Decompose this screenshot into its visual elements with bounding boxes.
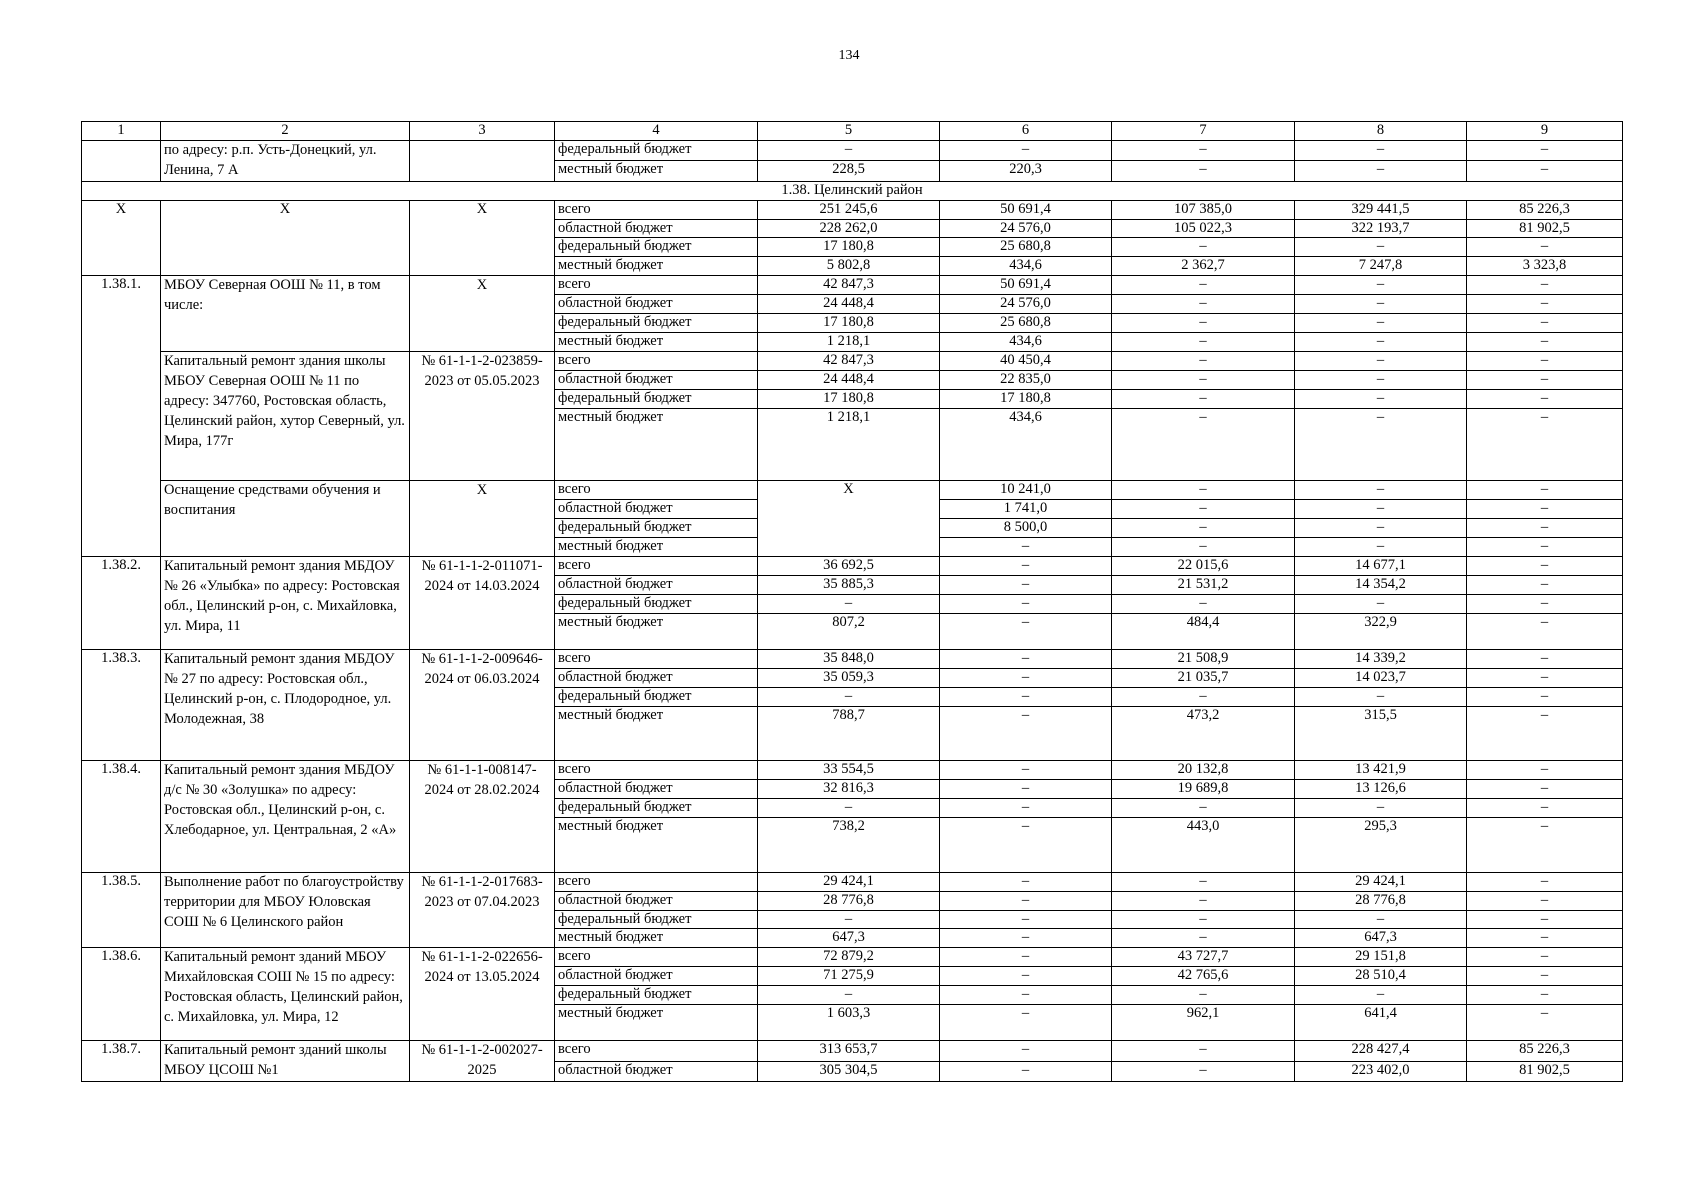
item-name-cell: Оснащение средствами обучения и воспитания bbox=[161, 481, 410, 557]
fund-cell: федеральный бюджет bbox=[555, 314, 758, 333]
value-cell: – bbox=[1467, 295, 1623, 314]
value-cell: – bbox=[1467, 986, 1623, 1005]
value-cell: 29 151,8 bbox=[1295, 948, 1467, 967]
value-cell: – bbox=[1112, 408, 1295, 481]
header-cell: 4 bbox=[555, 122, 758, 141]
value-cell: 24 576,0 bbox=[940, 219, 1112, 238]
value-cell: 85 226,3 bbox=[1467, 1041, 1623, 1061]
fund-cell: областной бюджет bbox=[555, 370, 758, 389]
value-cell: 14 339,2 bbox=[1295, 650, 1467, 669]
value-cell: – bbox=[1467, 351, 1623, 370]
value-cell: 13 421,9 bbox=[1295, 761, 1467, 780]
value-cell: – bbox=[940, 761, 1112, 780]
header-cell: 8 bbox=[1295, 122, 1467, 141]
header-row bbox=[82, 122, 1623, 141]
doc-cell: № 61-1-1-2-023859-2023 от 05.05.2023 bbox=[410, 351, 555, 481]
value-cell: – bbox=[1295, 276, 1467, 295]
value-cell: – bbox=[1295, 351, 1467, 370]
value-cell: – bbox=[940, 1061, 1112, 1081]
header-cell: 1 bbox=[82, 122, 161, 141]
value-cell: 329 441,5 bbox=[1295, 200, 1467, 219]
fund-cell: местный бюджет bbox=[555, 818, 758, 873]
value-cell: 85 226,3 bbox=[1467, 200, 1623, 219]
value-cell: – bbox=[1467, 557, 1623, 576]
doc-cell: № 61-1-1-2-011071-2024 от 14.03.2024 bbox=[410, 557, 555, 650]
header-cell: 9 bbox=[1467, 122, 1623, 141]
header-cell: 5 bbox=[758, 122, 940, 141]
value-cell: – bbox=[1295, 799, 1467, 818]
value-cell: – bbox=[1112, 314, 1295, 333]
fund-cell: всего bbox=[555, 351, 758, 370]
value-cell: – bbox=[1467, 238, 1623, 257]
value-cell: 13 126,6 bbox=[1295, 780, 1467, 799]
value-cell: 251 245,6 bbox=[758, 200, 940, 219]
value-cell: – bbox=[1112, 481, 1295, 500]
fund-cell: федеральный бюджет bbox=[555, 986, 758, 1005]
value-cell: 1 741,0 bbox=[940, 500, 1112, 519]
fund-cell: всего bbox=[555, 872, 758, 891]
value-cell: 807,2 bbox=[758, 613, 940, 649]
value-cell: 33 554,5 bbox=[758, 761, 940, 780]
doc-cell: № 61-1-1-2-022656-2024 от 13.05.2024 bbox=[410, 948, 555, 1041]
fund-cell: всего bbox=[555, 1041, 758, 1061]
item-number-cell: 1.38.5. bbox=[82, 872, 161, 948]
value-cell: – bbox=[1295, 538, 1467, 557]
item-number-cell: 1.38.3. bbox=[82, 650, 161, 761]
value-cell: – bbox=[1112, 351, 1295, 370]
fund-cell: федеральный бюджет bbox=[555, 910, 758, 929]
value-cell: – bbox=[758, 799, 940, 818]
fund-cell: федеральный бюджет bbox=[555, 519, 758, 538]
table-row bbox=[82, 276, 1623, 295]
value-cell: 29 424,1 bbox=[1295, 872, 1467, 891]
value-cell: 295,3 bbox=[1295, 818, 1467, 873]
value-cell: 72 879,2 bbox=[758, 948, 940, 967]
fund-cell: федеральный бюджет bbox=[555, 389, 758, 408]
value-cell: – bbox=[1295, 295, 1467, 314]
value-cell: – bbox=[1467, 314, 1623, 333]
value-cell: 14 354,2 bbox=[1295, 575, 1467, 594]
value-cell: – bbox=[1112, 332, 1295, 351]
doc-cell: Х bbox=[410, 276, 555, 352]
value-cell: 22 835,0 bbox=[940, 370, 1112, 389]
value-cell: 24 576,0 bbox=[940, 295, 1112, 314]
value-cell: 28 776,8 bbox=[758, 891, 940, 910]
value-cell: – bbox=[1112, 872, 1295, 891]
item-number-cell: 1.38.2. bbox=[82, 557, 161, 650]
value-cell: 962,1 bbox=[1112, 1005, 1295, 1041]
fund-cell: областной бюджет bbox=[555, 575, 758, 594]
value-cell: 443,0 bbox=[1112, 818, 1295, 873]
fund-cell: областной бюджет bbox=[555, 891, 758, 910]
table-row bbox=[82, 872, 1623, 891]
value-cell: 223 402,0 bbox=[1295, 1061, 1467, 1081]
value-cell: – bbox=[1112, 538, 1295, 557]
value-cell: 2 362,7 bbox=[1112, 257, 1295, 276]
value-cell: – bbox=[1467, 761, 1623, 780]
value-cell: 322,9 bbox=[1295, 613, 1467, 649]
fund-cell: местный бюджет bbox=[555, 706, 758, 761]
item-name-cell: Капитальный ремонт здания МБДОУ д/с № 30 «Золушка» по адресу: Ростовская обл., Целинский р-он, с. Хлебодарное, ул. Центральная, 2 «А» bbox=[161, 761, 410, 872]
value-cell: – bbox=[1467, 613, 1623, 649]
value-cell: – bbox=[1467, 276, 1623, 295]
value-cell: 21 508,9 bbox=[1112, 650, 1295, 669]
value-cell: – bbox=[758, 986, 940, 1005]
value-cell: – bbox=[758, 594, 940, 613]
value-cell: – bbox=[940, 140, 1112, 160]
value-cell: – bbox=[1295, 389, 1467, 408]
value-cell: – bbox=[1295, 986, 1467, 1005]
value-cell: 8 500,0 bbox=[940, 519, 1112, 538]
value-cell: – bbox=[1467, 967, 1623, 986]
table-row bbox=[82, 481, 1623, 500]
fund-cell: федеральный бюджет bbox=[555, 238, 758, 257]
value-cell: – bbox=[1295, 594, 1467, 613]
value-cell: 29 424,1 bbox=[758, 872, 940, 891]
value-cell: – bbox=[1467, 818, 1623, 873]
value-cell: – bbox=[1112, 389, 1295, 408]
value-cell: 305 304,5 bbox=[758, 1061, 940, 1081]
value-cell: – bbox=[940, 780, 1112, 799]
value-cell: – bbox=[1112, 161, 1295, 181]
value-cell: – bbox=[1112, 1061, 1295, 1081]
value-cell: – bbox=[1467, 161, 1623, 181]
table-row bbox=[82, 140, 1623, 160]
value-cell: – bbox=[1467, 872, 1623, 891]
value-cell: 14 023,7 bbox=[1295, 669, 1467, 688]
value-cell: – bbox=[940, 818, 1112, 873]
value-cell: 21 531,2 bbox=[1112, 575, 1295, 594]
fund-cell: федеральный бюджет bbox=[555, 687, 758, 706]
fund-cell: областной бюджет bbox=[555, 1061, 758, 1081]
item-name-cell: по адресу: р.п. Усть-Донецкий, ул. Ленина, 7 А bbox=[161, 140, 410, 181]
value-cell: – bbox=[1467, 650, 1623, 669]
doc-cell: № 61-1-1-2-017683-2023 от 07.04.2023 bbox=[410, 872, 555, 948]
value-cell: – bbox=[1467, 780, 1623, 799]
value-cell: – bbox=[940, 799, 1112, 818]
value-cell: 35 885,3 bbox=[758, 575, 940, 594]
doc-cell: № 61-1-1-008147-2024 от 28.02.2024 bbox=[410, 761, 555, 872]
district-title-row bbox=[82, 181, 1623, 200]
value-cell: 42 847,3 bbox=[758, 351, 940, 370]
value-cell: – bbox=[1467, 389, 1623, 408]
value-cell: – bbox=[1467, 519, 1623, 538]
fund-cell: федеральный бюджет bbox=[555, 594, 758, 613]
item-name-cell: МБОУ Северная ООШ № 11, в том числе: bbox=[161, 276, 410, 352]
fund-cell: федеральный бюджет bbox=[555, 140, 758, 160]
fund-cell: всего bbox=[555, 948, 758, 967]
fund-cell: местный бюджет bbox=[555, 538, 758, 557]
fund-cell: всего bbox=[555, 761, 758, 780]
value-cell: 71 275,9 bbox=[758, 967, 940, 986]
value-cell: 24 448,4 bbox=[758, 370, 940, 389]
value-cell: 22 015,6 bbox=[1112, 557, 1295, 576]
value-cell: – bbox=[940, 986, 1112, 1005]
doc-cell: Х bbox=[410, 200, 555, 276]
value-cell: – bbox=[940, 650, 1112, 669]
value-cell: – bbox=[940, 538, 1112, 557]
value-cell: 434,6 bbox=[940, 408, 1112, 481]
fund-cell: всего bbox=[555, 200, 758, 219]
value-cell: 434,6 bbox=[940, 257, 1112, 276]
value-cell: 17 180,8 bbox=[758, 389, 940, 408]
value-cell: – bbox=[940, 687, 1112, 706]
value-cell: 81 902,5 bbox=[1467, 1061, 1623, 1081]
budget-table bbox=[81, 121, 1623, 1082]
value-cell: – bbox=[1295, 687, 1467, 706]
value-cell: – bbox=[1112, 1041, 1295, 1061]
fund-cell: областной бюджет bbox=[555, 669, 758, 688]
value-cell: 24 448,4 bbox=[758, 295, 940, 314]
value-cell: 738,2 bbox=[758, 818, 940, 873]
value-cell: – bbox=[1112, 910, 1295, 929]
fund-cell: местный бюджет bbox=[555, 161, 758, 181]
value-cell: – bbox=[1467, 332, 1623, 351]
value-cell: 17 180,8 bbox=[758, 238, 940, 257]
doc-cell: № 61-1-1-2-002027-2025 bbox=[410, 1041, 555, 1082]
value-cell: 14 677,1 bbox=[1295, 557, 1467, 576]
value-cell: 1 218,1 bbox=[758, 332, 940, 351]
item-name-cell: Капитальный ремонт здания школы МБОУ Северная ООШ № 11 по адресу: 347760, Ростовская область, Целинский район, хутор Северный, ул. Мира, 177г bbox=[161, 351, 410, 481]
value-cell: – bbox=[1467, 481, 1623, 500]
value-cell: – bbox=[940, 929, 1112, 948]
value-cell: – bbox=[1112, 519, 1295, 538]
item-name-cell: Выполнение работ по благоустройству территории для МБОУ Юловская СОШ № 6 Целинского район bbox=[161, 872, 410, 948]
doc-cell bbox=[410, 140, 555, 181]
value-cell: Х bbox=[758, 481, 940, 557]
value-cell: – bbox=[940, 557, 1112, 576]
value-cell: – bbox=[940, 948, 1112, 967]
table-row bbox=[82, 351, 1623, 370]
value-cell: – bbox=[940, 891, 1112, 910]
value-cell: – bbox=[1295, 910, 1467, 929]
fund-cell: всего bbox=[555, 650, 758, 669]
table-row bbox=[82, 200, 1623, 219]
item-name-cell: Капитальный ремонт зданий МБОУ Михайловская СОШ № 15 по адресу: Ростовская область, Целинский район, с. Михайловка, ул. Мира, 12 bbox=[161, 948, 410, 1041]
fund-cell: местный бюджет bbox=[555, 1005, 758, 1041]
page-number: 134 bbox=[838, 48, 860, 63]
value-cell: 647,3 bbox=[758, 929, 940, 948]
value-cell: – bbox=[1295, 370, 1467, 389]
value-cell: – bbox=[1112, 594, 1295, 613]
value-cell: – bbox=[1467, 669, 1623, 688]
value-cell: 17 180,8 bbox=[940, 389, 1112, 408]
value-cell: – bbox=[1467, 1005, 1623, 1041]
value-cell: 21 035,7 bbox=[1112, 669, 1295, 688]
table-row bbox=[82, 650, 1623, 669]
value-cell: – bbox=[758, 910, 940, 929]
value-cell: – bbox=[1467, 891, 1623, 910]
value-cell: – bbox=[1295, 332, 1467, 351]
value-cell: – bbox=[1467, 370, 1623, 389]
value-cell: 1 603,3 bbox=[758, 1005, 940, 1041]
value-cell: 105 022,3 bbox=[1112, 219, 1295, 238]
table-row bbox=[82, 761, 1623, 780]
value-cell: 42 847,3 bbox=[758, 276, 940, 295]
value-cell: – bbox=[1112, 500, 1295, 519]
value-cell: – bbox=[1112, 687, 1295, 706]
value-cell: 228,5 bbox=[758, 161, 940, 181]
value-cell: – bbox=[1295, 238, 1467, 257]
value-cell: – bbox=[940, 706, 1112, 761]
fund-cell: областной бюджет bbox=[555, 500, 758, 519]
table-row bbox=[82, 948, 1623, 967]
value-cell: – bbox=[1467, 500, 1623, 519]
value-cell: – bbox=[1467, 687, 1623, 706]
value-cell: – bbox=[1295, 481, 1467, 500]
value-cell: – bbox=[1295, 408, 1467, 481]
item-number-cell: Х bbox=[82, 200, 161, 276]
fund-cell: областной бюджет bbox=[555, 967, 758, 986]
item-name-cell: Капитальный ремонт здания МБДОУ № 27 по адресу: Ростовская обл., Целинский р-он, с. Плодородное, ул. Молодежная, 38 bbox=[161, 650, 410, 761]
value-cell: – bbox=[1467, 594, 1623, 613]
value-cell: 228 427,4 bbox=[1295, 1041, 1467, 1061]
value-cell: 17 180,8 bbox=[758, 314, 940, 333]
value-cell: – bbox=[940, 872, 1112, 891]
value-cell: – bbox=[1295, 140, 1467, 160]
fund-cell: местный бюджет bbox=[555, 613, 758, 649]
value-cell: – bbox=[1467, 575, 1623, 594]
value-cell: – bbox=[1467, 706, 1623, 761]
value-cell: 1 218,1 bbox=[758, 408, 940, 481]
fund-cell: всего bbox=[555, 276, 758, 295]
value-cell: 473,2 bbox=[1112, 706, 1295, 761]
value-cell: – bbox=[1112, 986, 1295, 1005]
value-cell: – bbox=[1112, 295, 1295, 314]
value-cell: 43 727,7 bbox=[1112, 948, 1295, 967]
value-cell: – bbox=[1295, 314, 1467, 333]
doc-cell: Х bbox=[410, 481, 555, 557]
value-cell: 19 689,8 bbox=[1112, 780, 1295, 799]
value-cell: – bbox=[1467, 140, 1623, 160]
value-cell: – bbox=[1112, 799, 1295, 818]
value-cell: – bbox=[758, 687, 940, 706]
value-cell: 50 691,4 bbox=[940, 276, 1112, 295]
value-cell: – bbox=[758, 140, 940, 160]
fund-cell: областной бюджет bbox=[555, 780, 758, 799]
value-cell: 5 802,8 bbox=[758, 257, 940, 276]
value-cell: 434,6 bbox=[940, 332, 1112, 351]
value-cell: – bbox=[940, 1005, 1112, 1041]
value-cell: 81 902,5 bbox=[1467, 219, 1623, 238]
value-cell: – bbox=[1112, 370, 1295, 389]
header-cell: 6 bbox=[940, 122, 1112, 141]
value-cell: 3 323,8 bbox=[1467, 257, 1623, 276]
value-cell: 484,4 bbox=[1112, 613, 1295, 649]
fund-cell: местный бюджет bbox=[555, 257, 758, 276]
item-number-cell: 1.38.1. bbox=[82, 276, 161, 557]
item-number-cell bbox=[82, 140, 161, 181]
value-cell: 35 848,0 bbox=[758, 650, 940, 669]
value-cell: 228 262,0 bbox=[758, 219, 940, 238]
fund-cell: областной бюджет bbox=[555, 219, 758, 238]
item-name-cell: Капитальный ремонт зданий школы МБОУ ЦСОШ №1 bbox=[161, 1041, 410, 1082]
value-cell: 40 450,4 bbox=[940, 351, 1112, 370]
value-cell: – bbox=[940, 669, 1112, 688]
value-cell: 322 193,7 bbox=[1295, 219, 1467, 238]
fund-cell: всего bbox=[555, 481, 758, 500]
value-cell: 28 776,8 bbox=[1295, 891, 1467, 910]
header-cell: 3 bbox=[410, 122, 555, 141]
value-cell: – bbox=[940, 613, 1112, 649]
table-row bbox=[82, 557, 1623, 576]
value-cell: – bbox=[940, 594, 1112, 613]
value-cell: 10 241,0 bbox=[940, 481, 1112, 500]
value-cell: – bbox=[940, 1041, 1112, 1061]
value-cell: 7 247,8 bbox=[1295, 257, 1467, 276]
fund-cell: местный бюджет bbox=[555, 408, 758, 481]
value-cell: – bbox=[1295, 519, 1467, 538]
doc-cell: № 61-1-1-2-009646-2024 от 06.03.2024 bbox=[410, 650, 555, 761]
value-cell: – bbox=[1467, 948, 1623, 967]
value-cell: 25 680,8 bbox=[940, 314, 1112, 333]
value-cell: – bbox=[1467, 538, 1623, 557]
value-cell: – bbox=[1295, 161, 1467, 181]
value-cell: 788,7 bbox=[758, 706, 940, 761]
value-cell: 32 816,3 bbox=[758, 780, 940, 799]
value-cell: – bbox=[1112, 140, 1295, 160]
value-cell: 315,5 bbox=[1295, 706, 1467, 761]
fund-cell: областной бюджет bbox=[555, 295, 758, 314]
value-cell: – bbox=[940, 575, 1112, 594]
value-cell: 50 691,4 bbox=[940, 200, 1112, 219]
value-cell: 313 653,7 bbox=[758, 1041, 940, 1061]
value-cell: 647,3 bbox=[1295, 929, 1467, 948]
value-cell: – bbox=[1467, 408, 1623, 481]
value-cell: – bbox=[1467, 799, 1623, 818]
table-row bbox=[82, 1041, 1623, 1061]
value-cell: – bbox=[1112, 891, 1295, 910]
fund-cell: федеральный бюджет bbox=[555, 799, 758, 818]
fund-cell: местный бюджет bbox=[555, 929, 758, 948]
item-name-cell: Х bbox=[161, 200, 410, 276]
item-name-cell: Капитальный ремонт здания МБДОУ № 26 «Улыбка» по адресу: Ростовская обл., Целинский р-он, с. Михайловка, ул. Мира, 11 bbox=[161, 557, 410, 650]
value-cell: 20 132,8 bbox=[1112, 761, 1295, 780]
value-cell: 25 680,8 bbox=[940, 238, 1112, 257]
item-number-cell: 1.38.6. bbox=[82, 948, 161, 1041]
item-number-cell: 1.38.4. bbox=[82, 761, 161, 872]
value-cell: 35 059,3 bbox=[758, 669, 940, 688]
budget-table-body bbox=[82, 122, 1623, 1082]
value-cell: 28 510,4 bbox=[1295, 967, 1467, 986]
header-cell: 7 bbox=[1112, 122, 1295, 141]
value-cell: 42 765,6 bbox=[1112, 967, 1295, 986]
value-cell: – bbox=[940, 910, 1112, 929]
value-cell: – bbox=[1112, 276, 1295, 295]
fund-cell: всего bbox=[555, 557, 758, 576]
fund-cell: местный бюджет bbox=[555, 332, 758, 351]
value-cell: – bbox=[940, 967, 1112, 986]
value-cell: – bbox=[1112, 238, 1295, 257]
value-cell: 641,4 bbox=[1295, 1005, 1467, 1041]
district-title: 1.38. Целинский район bbox=[82, 181, 1623, 200]
value-cell: – bbox=[1295, 500, 1467, 519]
value-cell: 107 385,0 bbox=[1112, 200, 1295, 219]
value-cell: – bbox=[1112, 929, 1295, 948]
value-cell: – bbox=[1467, 929, 1623, 948]
header-cell: 2 bbox=[161, 122, 410, 141]
value-cell: 36 692,5 bbox=[758, 557, 940, 576]
value-cell: – bbox=[1467, 910, 1623, 929]
value-cell: 220,3 bbox=[940, 161, 1112, 181]
item-number-cell: 1.38.7. bbox=[82, 1041, 161, 1082]
